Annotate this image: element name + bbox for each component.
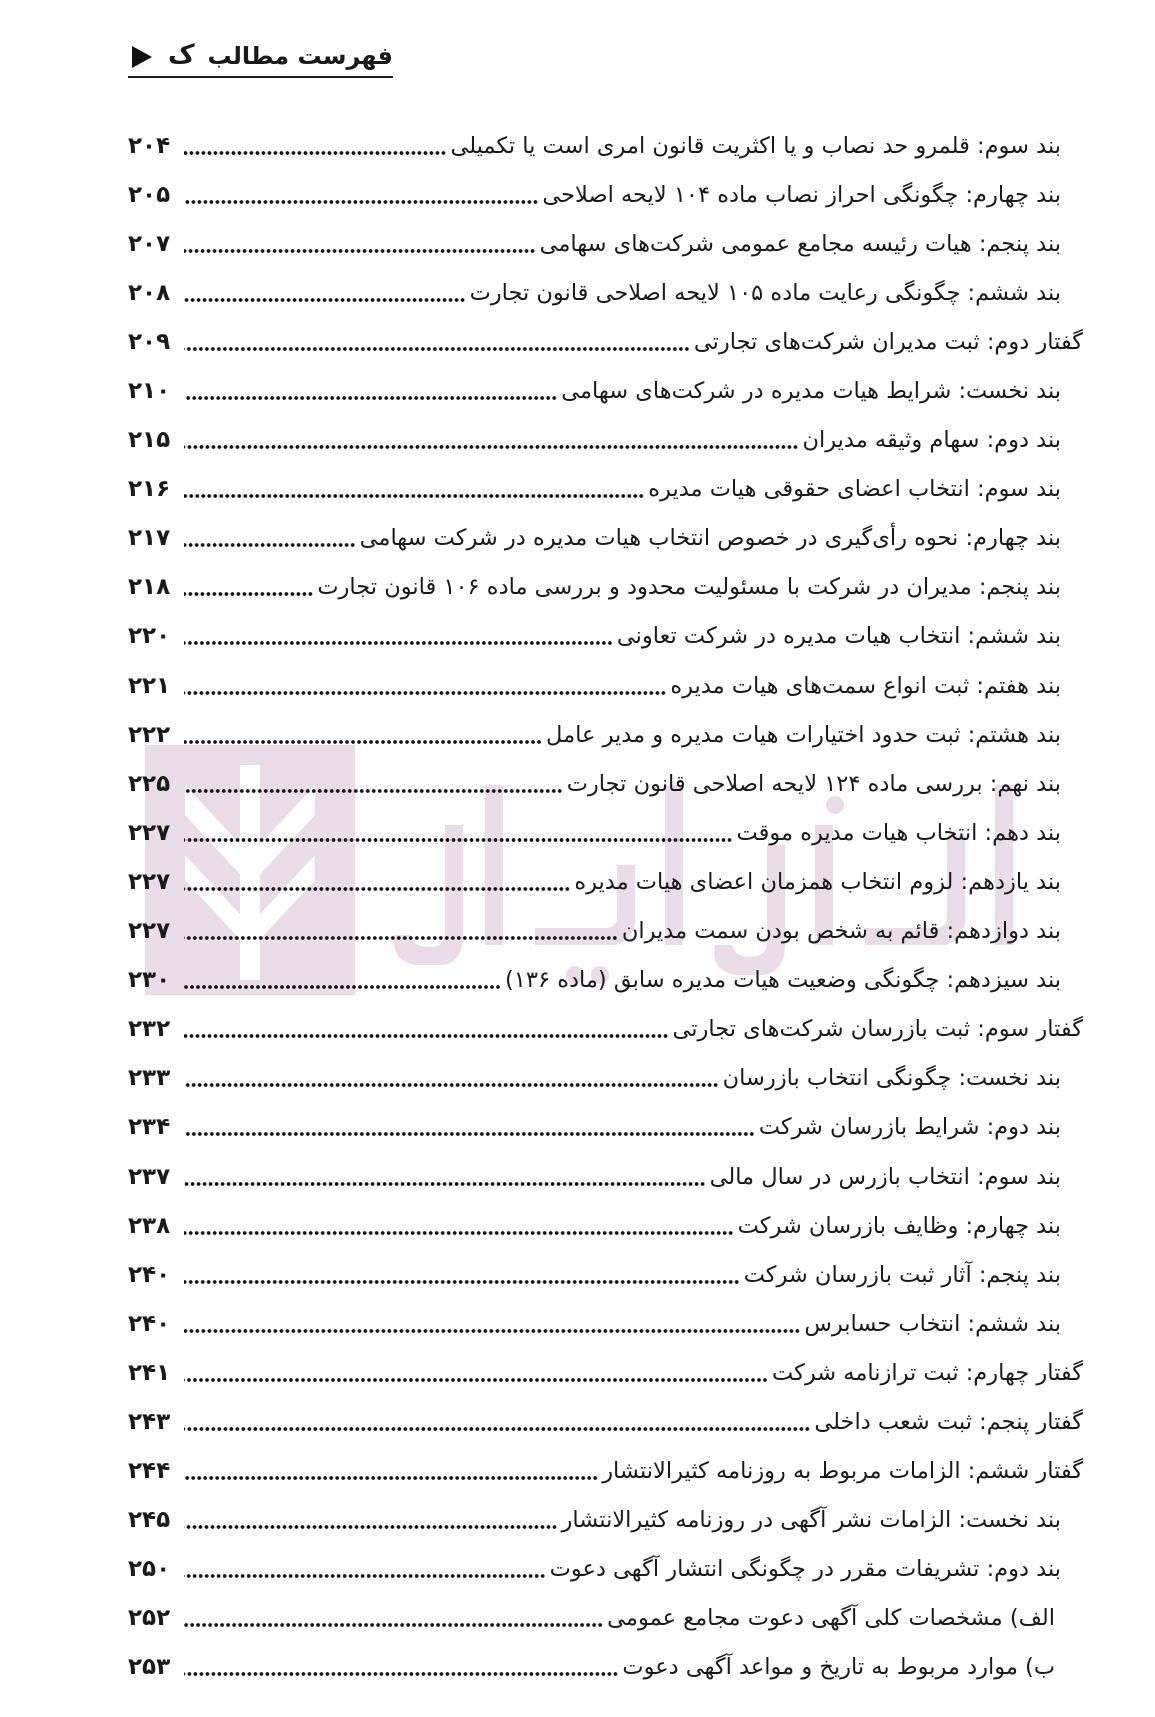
toc-entry-page-number: ۲۵۳ — [128, 1654, 171, 1681]
toc-entry — [128, 1152, 1083, 1201]
toc-entry-label: بند نهم: بررسی ماده ۱۲۴ لایحه اصلاحی قانون تجارت — [566, 770, 1061, 797]
dot-leader — [184, 789, 563, 793]
toc-entry-page-number: ۲۴۰ — [128, 1261, 171, 1288]
dot-leader — [184, 543, 356, 547]
toc-entry-label: گفتار سوم: ثبت بازرسان شرکت‌های تجارتی — [672, 1016, 1083, 1043]
dot-leader — [184, 151, 446, 155]
dot-leader — [184, 347, 690, 351]
toc-entry — [128, 1054, 1083, 1103]
toc-entry — [128, 1348, 1083, 1397]
toc-entry-label: بند ششم: انتخاب هیات مدیره در شرکت تعاونی — [616, 623, 1061, 650]
toc-entry-page-number: ۲۰۸ — [128, 279, 171, 306]
toc-entry — [128, 1447, 1083, 1496]
toc-entry-page-number: ۲۴۴ — [128, 1458, 171, 1485]
toc-entry-page-number: ۲۵۲ — [128, 1605, 171, 1632]
toc-entry-page-number: ۲۰۷ — [128, 230, 171, 257]
toc-entry-label: بند چهارم: چگونگی احراز نصاب ماده ۱۰۴ لایحه اصلاحی — [542, 181, 1061, 208]
toc-entry — [128, 1643, 1083, 1692]
toc-entry-label: بند نخست: چگونگی انتخاب بازرسان — [722, 1065, 1061, 1092]
toc-entry-page-number: ۲۲۰ — [128, 623, 171, 650]
toc-entry-label: بند هشتم: ثبت حدود اختیارات هیات مدیره و مدیر عامل — [546, 721, 1061, 748]
toc-entry-label: بند نخست: الزامات نشر آگهی در روزنامه کثیرالانتشار — [561, 1507, 1061, 1534]
toc-entry-label: بند دوازدهم: قائم به شخص بودن سمت مدیران — [621, 918, 1061, 945]
toc-entry — [128, 317, 1083, 366]
dot-leader — [184, 1280, 740, 1284]
toc-entry — [128, 808, 1083, 857]
dot-leader — [184, 1623, 603, 1627]
toc-entry-page-number: ۲۰۵ — [128, 181, 171, 208]
toc-entry — [128, 416, 1083, 465]
dot-leader — [184, 740, 542, 744]
toc-entry-label: بند نخست: شرایط هیات مدیره در شرکت‌های سهامی — [561, 378, 1061, 405]
toc-entry-page-number: ۲۲۷ — [128, 918, 171, 945]
page-letter: ک — [168, 40, 195, 70]
toc-entry-page-number: ۲۳۴ — [128, 1114, 171, 1141]
dot-leader — [184, 249, 536, 253]
toc-entry-page-number: ۲۴۵ — [128, 1507, 171, 1534]
toc-entry-label: بند سیزدهم: چگونگی وضعیت هیات مدیره سابق (ماده ۱۳۶) — [505, 967, 1061, 994]
toc-entry — [128, 170, 1083, 219]
dot-leader — [184, 1378, 768, 1382]
toc-entry-page-number: ۲۱۰ — [128, 378, 171, 405]
toc-entry-page-number: ۲۳۷ — [128, 1163, 171, 1190]
toc-entry-label: گفتار چهارم: ثبت ترازنامه شرکت — [772, 1359, 1083, 1386]
toc-entry-page-number: ۲۵۰ — [128, 1556, 171, 1583]
toc-entry — [128, 661, 1083, 710]
toc-entry-label: بند پنجم: هیات رئیسه مجامع عمومی شرکت‌های سهامی — [539, 230, 1061, 257]
dot-leader — [184, 641, 613, 645]
toc-entry-label: بند چهارم: نحوه رأی‌گیری در خصوص انتخاب هیات مدیره در شرکت سهامی — [359, 525, 1061, 552]
toc-entry-page-number: ۲۲۲ — [128, 721, 171, 748]
dot-leader — [184, 1574, 546, 1578]
toc-entry-label: الف) مشخصات کلی آگهی دعوت مجامع عمومی — [607, 1605, 1055, 1632]
toc-entry-page-number: ۲۳۰ — [128, 967, 171, 994]
triangle-right-icon — [132, 46, 152, 68]
toc-entry — [128, 219, 1083, 268]
dot-leader — [184, 396, 557, 400]
dot-leader — [184, 494, 644, 498]
toc-entry-page-number: ۲۳۸ — [128, 1212, 171, 1239]
toc-entry-label: بند پنجم: مدیران در شرکت با مسئولیت محدود و بررسی ماده ۱۰۶ قانون تجارت — [317, 574, 1061, 601]
dot-leader — [184, 1132, 755, 1136]
toc-entry-label: بند سوم: انتخاب بازرس در سال مالی — [709, 1163, 1061, 1190]
toc-entry-page-number: ۲۱۵ — [128, 427, 171, 454]
toc-entry-page-number: ۲۱۷ — [128, 525, 171, 552]
dot-leader — [184, 592, 313, 596]
toc-entry — [128, 1397, 1083, 1446]
toc-entry — [128, 268, 1083, 317]
toc-entry-label: بند سوم: قلمرو حد نصاب و یا اکثریت قانون امری است یا تکمیلی — [450, 132, 1061, 159]
dot-leader — [184, 1231, 734, 1235]
toc-entry-label: بند ششم: انتخاب حسابرس — [804, 1310, 1061, 1337]
dot-leader — [184, 1329, 800, 1333]
toc-entry — [128, 1299, 1083, 1348]
dot-leader — [184, 200, 538, 204]
toc-entry-label: بند یازدهم: لزوم انتخاب همزمان اعضای هیات مدیره — [574, 868, 1061, 895]
toc-entry-label: ب) موارد مربوط به تاریخ و مواعد آگهی دعوت — [622, 1654, 1055, 1681]
page-header — [128, 36, 393, 78]
dot-leader — [184, 445, 798, 449]
toc-entry-label: بند چهارم: وظایف بازرسان شرکت — [737, 1212, 1061, 1239]
toc-entry — [128, 1545, 1083, 1594]
toc-entry-page-number: ۲۰۴ — [128, 132, 171, 159]
toc-entry-page-number: ۲۱۸ — [128, 574, 171, 601]
dot-leader — [184, 1034, 668, 1038]
toc-entry-label: بند دوم: شرایط بازرسان شرکت — [758, 1114, 1061, 1141]
toc-entry — [128, 465, 1083, 514]
dot-leader — [184, 1672, 618, 1676]
toc-entry — [128, 1496, 1083, 1545]
toc-entry — [128, 710, 1083, 759]
toc-entry — [128, 366, 1083, 415]
dot-leader — [184, 1525, 557, 1529]
toc-entry-page-number: ۲۲۷ — [128, 868, 171, 895]
dot-leader — [184, 1476, 598, 1480]
toc-entry-label: گفتار پنجم: ثبت شعب داخلی — [814, 1408, 1083, 1435]
toc-entry — [128, 857, 1083, 906]
toc-entry — [128, 759, 1083, 808]
toc-entry — [128, 1201, 1083, 1250]
dot-leader — [184, 838, 733, 842]
toc-entry — [128, 1250, 1083, 1299]
toc-entry-label: گفتار ششم: الزامات مربوط به روزنامه کثیرالانتشار — [602, 1458, 1083, 1485]
toc-entry-label: بند پنجم: آثار ثبت بازرسان شرکت — [743, 1261, 1061, 1288]
toc-entry — [128, 121, 1083, 170]
toc-entry-page-number: ۲۴۳ — [128, 1408, 171, 1435]
dot-leader — [184, 1427, 810, 1431]
toc-entry — [128, 563, 1083, 612]
toc-entry-label: بند ششم: چگونگی رعایت ماده ۱۰۵ لایحه اصلاحی قانون تجارت — [469, 279, 1061, 306]
table-of-contents — [128, 121, 1083, 1692]
dot-leader — [184, 887, 570, 891]
toc-entry — [128, 1594, 1083, 1643]
page-title: فهرست مطالب — [207, 42, 393, 70]
dot-leader — [184, 691, 666, 695]
toc-entry-label: بند دهم: انتخاب هیات مدیره موقت — [736, 819, 1061, 846]
toc-entry-page-number: ۲۲۵ — [128, 770, 171, 797]
toc-entry-page-number: ۲۲۱ — [128, 672, 171, 699]
dot-leader — [184, 985, 501, 989]
toc-entry-page-number: ۲۳۲ — [128, 1016, 171, 1043]
toc-entry-page-number: ۲۴۰ — [128, 1310, 171, 1337]
toc-entry-page-number: ۲۲۷ — [128, 819, 171, 846]
toc-entry-label: بند دوم: سهام وثیقه مدیران — [802, 427, 1061, 454]
toc-entry — [128, 1103, 1083, 1152]
dot-leader — [184, 1182, 706, 1186]
toc-entry — [128, 907, 1083, 956]
toc-entry-label: بند هفتم: ثبت انواع سمت‌های هیات مدیره — [670, 672, 1061, 699]
toc-entry-page-number: ۲۱۶ — [128, 476, 171, 503]
dot-leader — [184, 936, 618, 940]
toc-entry-page-number: ۲۰۹ — [128, 328, 171, 355]
dot-leader — [184, 298, 466, 302]
toc-entry-label: بند سوم: انتخاب اعضای حقوقی هیات مدیره — [648, 476, 1061, 503]
toc-entry-page-number: ۲۳۳ — [128, 1065, 171, 1092]
toc-entry-label: گفتار دوم: ثبت مدیران شرکت‌های تجارتی — [693, 328, 1083, 355]
toc-entry — [128, 514, 1083, 563]
toc-entry — [128, 612, 1083, 661]
toc-entry-label: بند دوم: تشریفات مقرر در چگونگی انتشار آگهی دعوت — [549, 1556, 1061, 1583]
toc-entry — [128, 1005, 1083, 1054]
dot-leader — [184, 1083, 719, 1087]
toc-entry — [128, 956, 1083, 1005]
toc-entry-page-number: ۲۴۱ — [128, 1359, 171, 1386]
